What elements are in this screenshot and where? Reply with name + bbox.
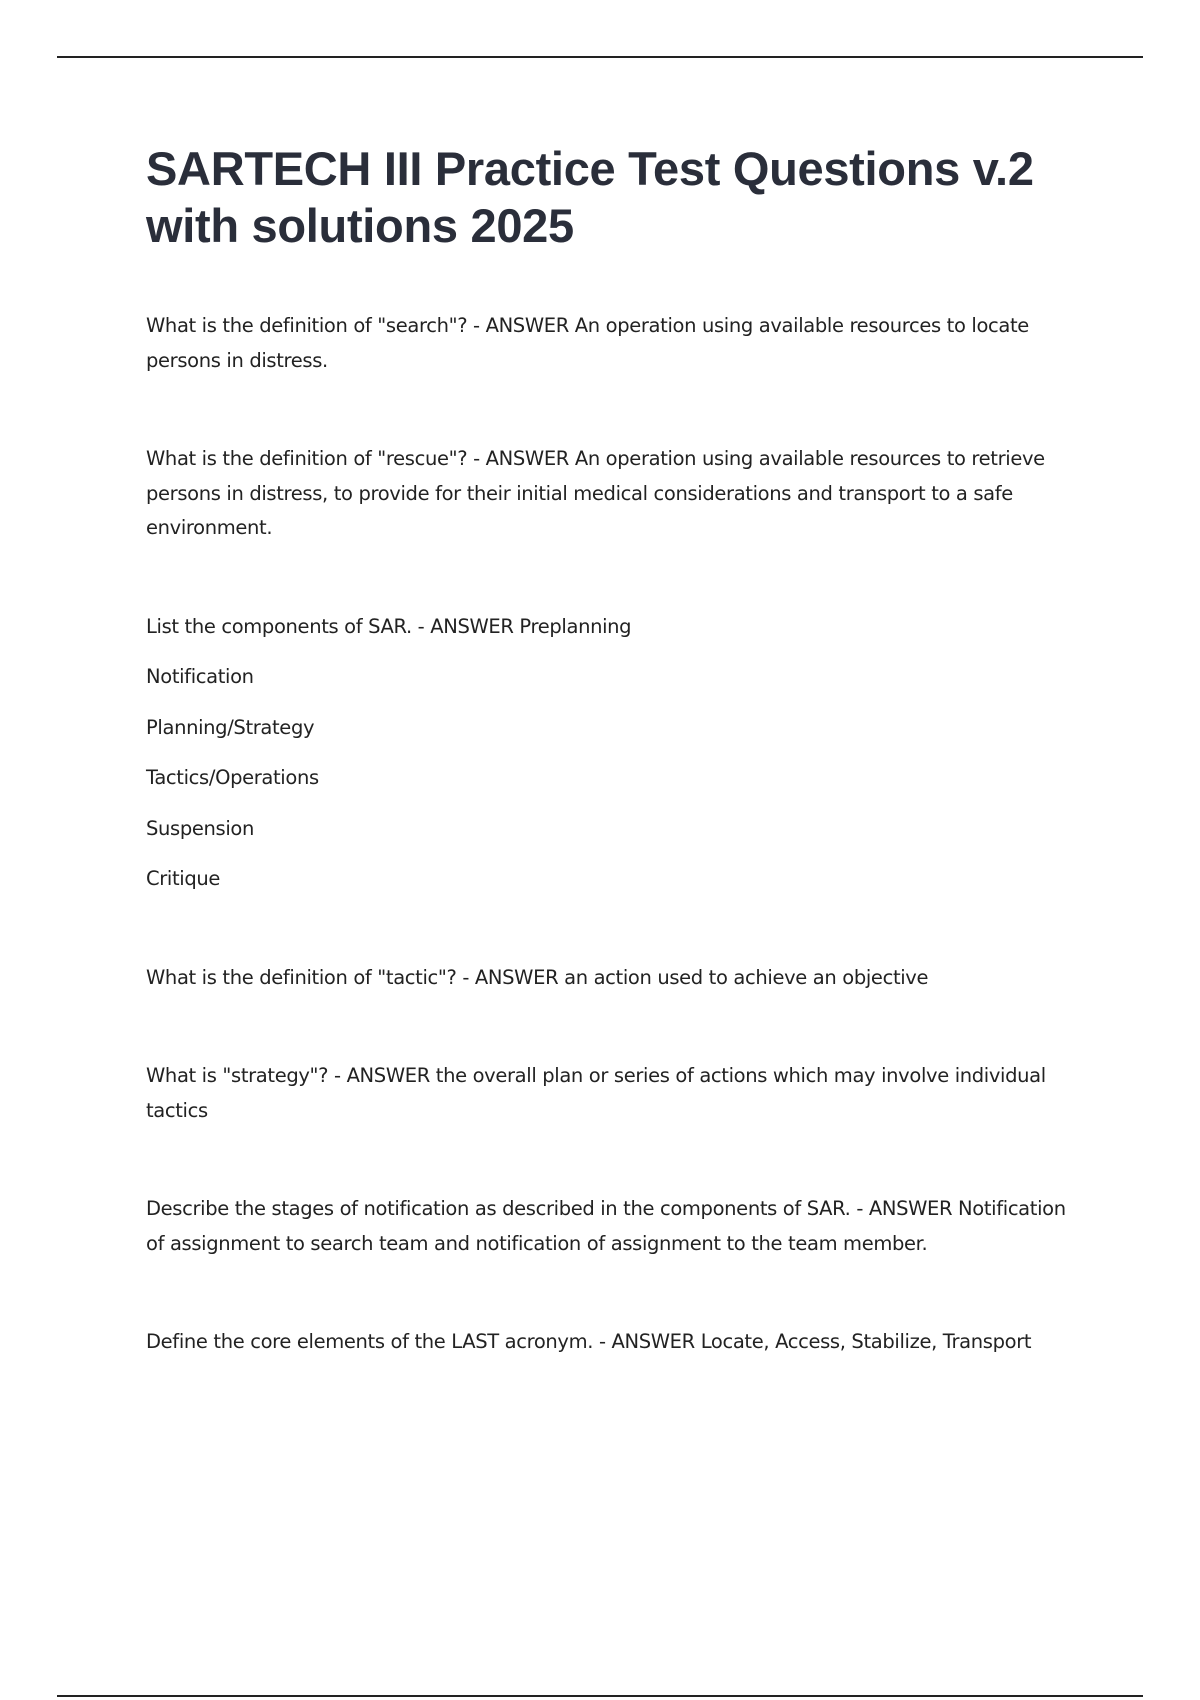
top-rule [57, 56, 1143, 58]
qa-text: What is "strategy"? - ANSWER the overall plan or series of actions which may involve individual tactics [146, 1064, 1046, 1122]
qa-entry-search [146, 309, 1086, 378]
qa-entry-tactic [146, 961, 1086, 996]
qa-text: List the components of SAR. - ANSWER Preplanning [146, 614, 632, 638]
component-item: Critique [146, 867, 221, 890]
title-line-2: with solutions 2025 [146, 199, 574, 252]
component-item: Suspension [146, 816, 254, 840]
qa-entry-rescue [146, 442, 1086, 546]
qa-entry-sar-components [146, 610, 1086, 897]
qa-text: What is the definition of "tactic"? - ANSWER an action used to achieve an objective [146, 965, 929, 989]
qa-text: Describe the stages of notification as described in the components of SAR. - ANSWER Notification of assignment to search team and notification of assignment to the team member. [146, 1197, 1066, 1255]
qa-list [146, 309, 1086, 1360]
qa-entry-notification-stages [146, 1192, 1086, 1261]
component-item: Tactics/Operations [146, 766, 319, 789]
document-title [146, 140, 1086, 254]
component-item: Planning/Strategy [146, 715, 315, 739]
component-item: Notification [146, 665, 254, 688]
title-line-1: SARTECH III Practice Test Questions v.2 [146, 142, 1034, 195]
qa-text: What is the definition of "rescue"? - ANSWER An operation using available resources to retrieve persons in distress, to provide for their initial medical considerations and transport to a safe environment. [146, 447, 1045, 539]
qa-entry-strategy [146, 1059, 1086, 1128]
document-body [146, 140, 1086, 1360]
bottom-rule [57, 1695, 1143, 1697]
qa-entry-last-acronym [146, 1325, 1086, 1360]
qa-text: What is the definition of "search"? - ANSWER An operation using available resources to locate persons in distress. [146, 314, 1029, 372]
qa-text: Define the core elements of the LAST acronym. - ANSWER Locate, Access, Stabilize, Transport [146, 1330, 1032, 1353]
